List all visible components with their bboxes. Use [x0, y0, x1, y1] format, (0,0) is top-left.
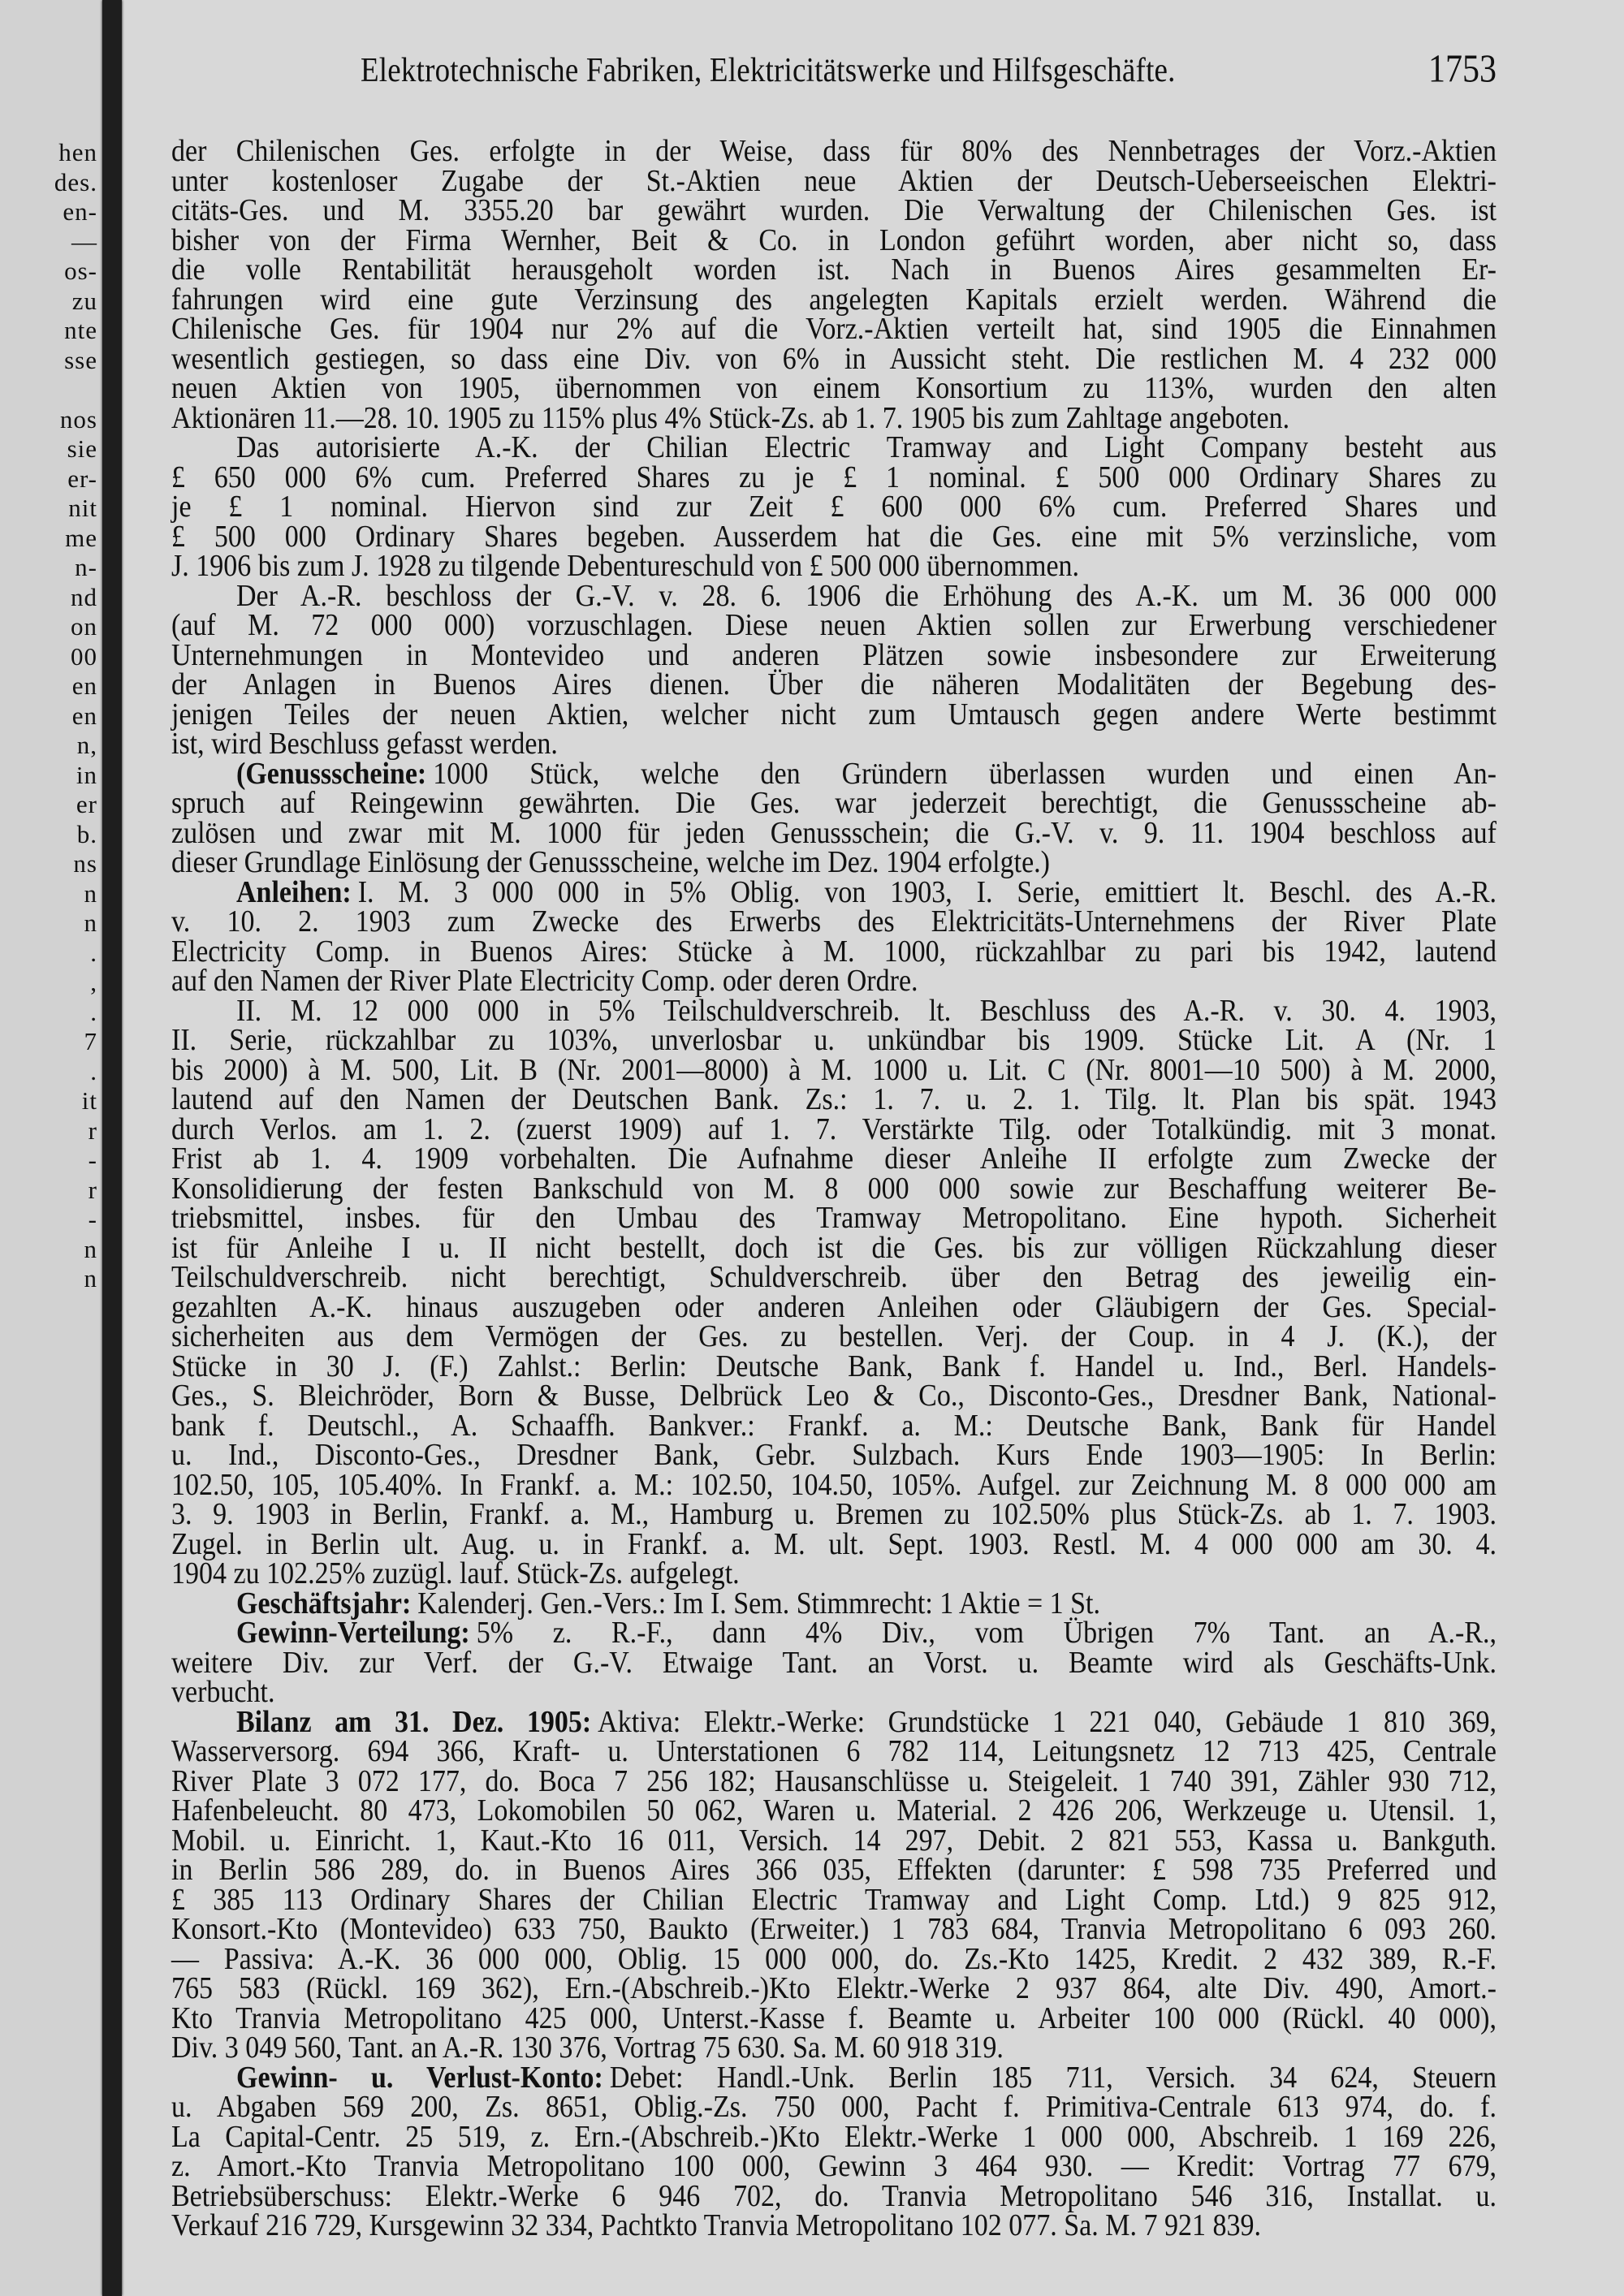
line-text: Das autorisierte A.-K. der Chilian Electric Tramway and Light Company besteht aus [236, 430, 1497, 465]
facing-page-fragment: hen [58, 138, 97, 166]
paragraph [171, 875, 1497, 999]
section-heading: Gewinn-Verteilung: [236, 1616, 470, 1651]
line-text: u. Ind., Disconto-Ges., Dresdner Bank, Gebr. Sulzbach. Kurs Ende 1903—1905: In Berlin: [171, 1438, 1497, 1473]
text-line [171, 2210, 1497, 2243]
line-text: Stücke in 30 J. (F.) Zahlst.: Berlin: Deutsche Bank, Bank f. Handel u. Ind., Berl. Handels- [171, 1349, 1497, 1383]
facing-page-fragment: n- [75, 553, 97, 581]
facing-page-fragment: b. [76, 819, 97, 848]
text-line [171, 2151, 1497, 2184]
line-text: ist für Anleihe I u. II nicht bestellt, doch ist die Ges. bis zur völligen Rückzahlung dieser [171, 1231, 1497, 1265]
facing-page-fragment: ns [73, 849, 97, 878]
text-line [171, 965, 1497, 999]
line-text: neuen Aktien von 1905, übernommen von einem Konsortium zu 113%, wurden den alten [171, 371, 1497, 406]
line-text: sicherheiten aus dem Vermögen der Ges. zu bestellen. Verj. der Coup. in 4 J. (K.), der [171, 1319, 1497, 1354]
line-text: der Chilenischen Ges. erfolgte in der Weise, dass für 80% des Nennbetrages der Vorz.-Aktien [171, 134, 1497, 169]
line-text: Verkauf 216 729, Kursgewinn 32 334, Pachtkto Tranvia Metropolitano 102 077. Sa. M. 7 921 839. [171, 2208, 1261, 2243]
line-text: £ 650 000 6% cum. Preferred Shares zu je £ 1 nominal. £ 500 000 Ordinary Shares zu [171, 460, 1497, 494]
text-line [171, 1736, 1497, 1769]
line-text: dieser Grundlage Einlösung der Genussscheine, welche im Dez. 1904 erfolgte.) [171, 845, 1050, 880]
text-line [171, 847, 1497, 880]
line-text: durch Verlos. am 1. 2. (zuerst 1909) auf 1. 7. Verstärkte Tilg. oder Totalkündig. mit 3 monat. [171, 1112, 1497, 1146]
line-text: (auf M. 72 000 000) vorzuschlagen. Diese neuen Aktien sollen zur Erwerbung verschiedener [171, 608, 1497, 643]
line-text: in Berlin 586 289, do. in Buenos Aires 366 035, Effekten (darunter: £ 598 735 Preferred und [171, 1853, 1497, 1888]
facing-page-fragment: er [76, 790, 97, 818]
facing-page-fragment [0, 375, 97, 405]
line-text: Frist ab 1. 4. 1909 vorbehalten. Die Aufnahme dieser Anleihe II erfolgte zum Zwecke der [171, 1142, 1497, 1176]
text-line [171, 1646, 1497, 1680]
line-text: Betriebsüberschuss: Elektr.-Werke 6 946 702, do. Tranvia Metropolitano 546 316, Installat. u. [171, 2179, 1497, 2213]
section-heading: Bilanz am 31. Dez. 1905: [236, 1705, 592, 1739]
facing-page-fragment: er- [67, 464, 97, 493]
text-line [171, 1558, 1497, 1591]
text-line [171, 1795, 1497, 1828]
text-line [171, 1914, 1497, 1947]
facing-page-fragment: , [90, 968, 97, 996]
text-line [171, 1202, 1497, 1236]
paragraph [171, 2061, 1497, 2243]
line-text: citäts-Ges. und M. 3355.20 bar gewährt wurden. Die Verwaltung der Chilenischen Ges. ist [171, 193, 1497, 228]
page-body-text [171, 134, 1497, 2243]
text-line [171, 1084, 1497, 1117]
facing-page-fragment: on [71, 612, 97, 641]
line-text: Der A.-R. beschloss der G.-V. v. 28. 6. 1906 die Erhöhung des A.-K. um M. 36 000 000 [236, 579, 1497, 613]
facing-page-fragment: n [84, 1264, 97, 1293]
facing-page-fragment: nit [68, 494, 97, 522]
section-heading: (Genussscheine: [236, 757, 427, 791]
book-gutter [102, 0, 122, 2296]
facing-page-fragment: nd [71, 582, 97, 611]
running-title: Elektrotechnische Fabriken, Elektricitätswerke und Hilfsgeschäfte. [361, 51, 1176, 90]
facing-page-fragment: n [84, 878, 97, 908]
facing-page-fragment: en [71, 701, 97, 730]
line-text: spruch auf Reingewinn gewährten. Die Ges. war jederzeit berechtigt, die Genussscheine ab- [171, 786, 1497, 821]
text-line [171, 669, 1497, 702]
paragraph [171, 1705, 1497, 2065]
line-text: auf den Namen der River Plate Electricity Comp. oder deren Ordre. [171, 964, 918, 999]
line-text: je £ 1 nominal. Hiervon sind zur Zeit £ 600 000 6% cum. Preferred Shares und [171, 490, 1497, 524]
line-text: Div. 3 049 560, Tant. an A.-R. 130 376, Vortrag 75 630. Sa. M. 60 918 319. [171, 2031, 1004, 2065]
facing-page-fragment: r [88, 1116, 97, 1145]
line-text: Unternehmungen in Montevideo und anderen Plätzen sowie insbesondere zur Erweiterung [171, 638, 1497, 672]
text-line [171, 1499, 1497, 1532]
facing-page-fragment: n [84, 1234, 97, 1263]
facing-page-fragment: sie [67, 434, 97, 463]
line-text: 102.50, 105, 105.40%. In Frankf. a. M.: 102.50, 104.50, 105%. Aufgel. zur Zeichnung M. 8 000 000 am [171, 1468, 1497, 1502]
facing-page-fragment: n, [76, 731, 97, 759]
line-text: Hafenbeleucht. 80 473, Lokomobilen 50 062, Waren u. Material. 2 426 206, Werkzeuge u. Utensil. 1, [171, 1793, 1497, 1828]
text-line [171, 1854, 1497, 1888]
text-line [171, 2032, 1497, 2065]
text-line [171, 2091, 1497, 2125]
facing-page-fragment: 7 [84, 1027, 97, 1055]
facing-page-fragment: en- [63, 197, 97, 226]
facing-page-fragment: nos [59, 404, 97, 434]
text-line [171, 432, 1497, 465]
text-line [171, 1617, 1497, 1651]
text-line [171, 491, 1497, 524]
facing-page-fragment: os- [64, 257, 97, 285]
facing-page-fragment: — [71, 227, 97, 256]
line-text: Aktionären 11.—28. 10. 1905 zu 115% plus 4% Stück-Zs. ab 1. 7. 1905 bis zum Zahltage angeboten. [171, 401, 1290, 435]
paragraph [171, 1586, 1497, 1621]
line-text: Ges., S. Bleichröder, Born & Busse, Delbrück Leo & Co., Disconto-Ges., Dresdner Bank, National- [171, 1379, 1497, 1413]
text-line [171, 373, 1497, 406]
paragraph [171, 757, 1497, 880]
text-line [171, 1321, 1497, 1354]
line-text: Teilschuldverschreib. nicht berechtigt, Schuldverschreib. über den Betrag des jeweilig ein- [171, 1260, 1497, 1295]
line-text: u. Abgaben 569 200, Zs. 8651, Oblig.-Zs. 750 000, Pacht f. Primitiva-Centrale 613 974, do. f. [171, 2090, 1497, 2125]
line-text: II. Serie, rückzahlbar zu 103%, unverlosbar u. unkündbar bis 1909. Stücke Lit. A (Nr. 1 [171, 1023, 1497, 1058]
line-text: River Plate 3 072 177, do. Boca 7 256 182; Hausanschlüsse u. Steigeleit. 1 740 391, Zähler 930 712, [171, 1764, 1497, 1798]
line-text: bisher von der Firma Wernher, Beit & Co. in London geführt worden, aber nicht so, dass [171, 223, 1497, 257]
facing-page-fragment: - [88, 1146, 97, 1174]
line-text: Wasserversorg. 694 366, Kraft- u. Unterstationen 6 782 114, Leitungsnetz 12 713 425, Centrale [171, 1734, 1497, 1769]
line-text: lautend auf den Namen der Deutschen Bank. Zs.: 1. 7. u. 2. 1. Tilg. lt. Plan bis spät. 1943 [171, 1082, 1497, 1117]
facing-page-fragment: des. [54, 167, 97, 196]
facing-page-fragment: r [88, 1175, 97, 1204]
line-text: wesentlich gestiegen, so dass eine Div. von 6% in Aussicht steht. Die restlichen M. 4 232 000 [171, 342, 1497, 376]
page-number: 1753 [1428, 48, 1497, 92]
line-text: £ 385 113 Ordinary Shares der Chilian Electric Tramway and Light Comp. Ltd.) 9 825 912, [171, 1883, 1497, 1917]
line-text: I. M. 3 000 000 in 5% Oblig. von 1903, I. Serie, emittiert lt. Beschl. des A.-R. [357, 875, 1497, 909]
facing-page-fragment: . [90, 1056, 97, 1085]
text-line [171, 906, 1497, 939]
line-text: zulösen und zwar mit M. 1000 für jeden Genussschein; die G.-V. v. 9. 11. 1904 beschloss auf [171, 816, 1497, 850]
line-text: 1000 Stück, welche den Gründern überlassen wurden und einen An- [433, 757, 1497, 791]
facing-page-fragment: 00 [71, 641, 97, 671]
section-heading: Gewinn- u. Verlust-Konto: [236, 2061, 603, 2095]
section-heading: Anleihen: [236, 875, 352, 909]
line-text: Kto Tranvia Metropolitano 425 000, Unterst.-Kasse f. Beamte u. Arbeiter 100 000 (Rückl. 40 000), [171, 2001, 1497, 2035]
text-line [171, 728, 1497, 762]
facing-page-fragment: - [88, 1205, 97, 1233]
text-line [171, 1973, 1497, 2006]
line-text: Konsort.-Kto (Montevideo) 633 750, Baukto (Erweiter.) 1 783 684, Tranvia Metropolitano 6 093 260. [171, 1912, 1497, 1947]
line-text: bis 2000) à M. 500, Lit. B (Nr. 2001—8000) à M. 1000 u. Lit. C (Nr. 8001—10 500) à M. 2000, [171, 1053, 1497, 1087]
paragraph [171, 579, 1497, 762]
line-text: 3. 9. 1903 in Berlin, Frankf. a. M., Hamburg u. Bremen zu 102.50% plus Stück-Zs. ab 1. 7. 1903. [171, 1497, 1497, 1532]
line-text: Mobil. u. Einricht. 1, Kaut.-Kto 16 011, Versich. 14 297, Debit. 2 821 553, Kassa u. Bankguth. [171, 1823, 1497, 1858]
facing-page-text-fragments [0, 138, 97, 1294]
facing-page-fragment: me [65, 523, 97, 552]
line-text: Electricity Comp. in Buenos Aires: Stücke à M. 1000, rückzahlbar zu pari bis 1942, lautend [171, 934, 1497, 969]
facing-page-fragment: en [71, 671, 97, 700]
line-text: Debet: Handl.-Unk. Berlin 185 711, Versich. 34 624, Steuern [609, 2061, 1497, 2095]
line-text: 765 583 (Rückl. 169 362), Ern.-(Abschreib.-)Kto Elektr.-Werke 2 937 864, alte Div. 490, Amort.- [171, 1971, 1497, 2006]
line-text: z. Amort.-Kto Tranvia Metropolitano 100 000, Gewinn 3 464 930. — Kredit: Vortrag 77 679, [171, 2149, 1497, 2184]
line-text: der Anlagen in Buenos Aires dienen. Über die näheren Modalitäten der Begebung des- [171, 667, 1497, 702]
line-text: Konsolidierung der festen Bankschuld von M. 8 000 000 sowie zur Beschaffung weiterer Be- [171, 1172, 1497, 1206]
line-text: triebsmittel, insbes. für den Umbau des Tramway Metropolitano. Eine hypoth. Sicherheit [171, 1201, 1497, 1236]
text-line [171, 136, 1497, 169]
paragraph [171, 994, 1497, 1591]
line-text: bank f. Deutschl., A. Schaaffh. Bankver.: Frankf. a. M.: Deutsche Bank, Bank für Handel [171, 1409, 1497, 1443]
facing-page-fragment: n [84, 908, 97, 937]
text-line [171, 1025, 1497, 1058]
line-text: Zugel. in Berlin ult. Aug. u. in Frankf. a. M. ult. Sept. 1903. Restl. M. 4 000 000 am 30. 4. [171, 1527, 1497, 1561]
facing-page-fragment: . [90, 938, 97, 967]
text-line [171, 1143, 1497, 1176]
line-text: verbucht. [171, 1675, 275, 1710]
line-text: jenigen Teiles der neuen Aktien, welcher nicht zum Umtausch gegen andere Werte bestimmt [171, 697, 1497, 732]
text-line [171, 254, 1497, 287]
line-text: Chilenische Ges. für 1904 nur 2% auf die Vorz.-Aktien verteilt hat, sind 1905 die Einnahmen [171, 312, 1497, 347]
section-heading: Geschäftsjahr: [236, 1586, 412, 1621]
line-text: gezahlten A.-K. hinaus auszugeben oder anderen Anleihen oder Gläubigern der Ges. Special- [171, 1290, 1497, 1324]
line-text: £ 500 000 Ordinary Shares begeben. Ausserdem hat die Ges. eine mit 5% verzinsliche, vom [171, 520, 1497, 554]
line-text: 5% z. R.-F., dann 4% Div., vom Übrigen 7% Tant. an A.-R., [476, 1616, 1497, 1651]
facing-page-fragment: nte [64, 316, 97, 344]
line-text: unter kostenloser Zugabe der St.-Aktien neue Aktien der Deutsch-Ueberseeischen Elektri- [171, 164, 1497, 198]
line-text: La Capital-Centr. 25 519, z. Ern.-(Abschreib.-)Kto Elektr.-Werke 1 000 000, Abschreib. 1 169 226, [171, 2120, 1497, 2154]
line-text: die volle Rentabilität herausgeholt worden ist. Nach in Buenos Aires gesammelten Er- [171, 252, 1497, 287]
facing-page-fragment: it [81, 1086, 97, 1115]
line-text: ist, wird Beschluss gefasst werden. [171, 727, 558, 762]
text-line [171, 1262, 1497, 1295]
paragraph [171, 134, 1497, 435]
text-line [171, 1439, 1497, 1473]
text-line [171, 610, 1497, 643]
facing-page-fragment: sse [64, 345, 97, 374]
paragraph [171, 1616, 1497, 1710]
text-line [171, 1677, 1497, 1710]
facing-page-fragment: in [76, 760, 97, 789]
text-line [171, 195, 1497, 228]
line-text: — Passiva: A.-K. 36 000 000, Oblig. 15 000 000, do. Zs.-Kto 1425, Kredit. 2 432 389, R.-F. [171, 1942, 1497, 1976]
text-line [171, 313, 1497, 347]
line-text: Aktiva: Elektr.-Werke: Grundstücke 1 221 040, Gebäude 1 810 369, [598, 1705, 1497, 1739]
line-text: II. M. 12 000 000 in 5% Teilschuldverschreib. lt. Beschluss des A.-R. v. 30. 4. 1903, [236, 994, 1497, 1028]
line-text: weitere Div. zur Verf. der G.-V. Etwaige Tant. an Vorst. u. Beamte wird als Geschäfts-Unk. [171, 1646, 1497, 1680]
line-text: J. 1906 bis zum J. 1928 zu tilgende Debentureschuld von £ 500 000 übernommen. [171, 549, 1080, 584]
line-text: 1904 zu 102.25% zuzügl. lauf. Stück-Zs. aufgelegt. [171, 1556, 740, 1591]
text-line [171, 550, 1497, 584]
facing-page-edge [0, 0, 102, 2296]
text-line [171, 1380, 1497, 1413]
facing-page-fragment: . [90, 997, 97, 1026]
line-text: fahrungen wird eine gute Verzinsung des angelegten Kapitals erzielt werden. Während die [171, 283, 1497, 317]
line-text: v. 10. 2. 1903 zum Zwecke des Erwerbs des Elektricitäts-Unternehmens der River Plate [171, 904, 1497, 939]
paragraph [171, 430, 1497, 584]
line-text: Kalenderj. Gen.-Vers.: Im I. Sem. Stimmrecht: 1 Aktie = 1 St. [417, 1586, 1100, 1621]
facing-page-fragment: zu [71, 286, 97, 315]
text-line [171, 788, 1497, 821]
